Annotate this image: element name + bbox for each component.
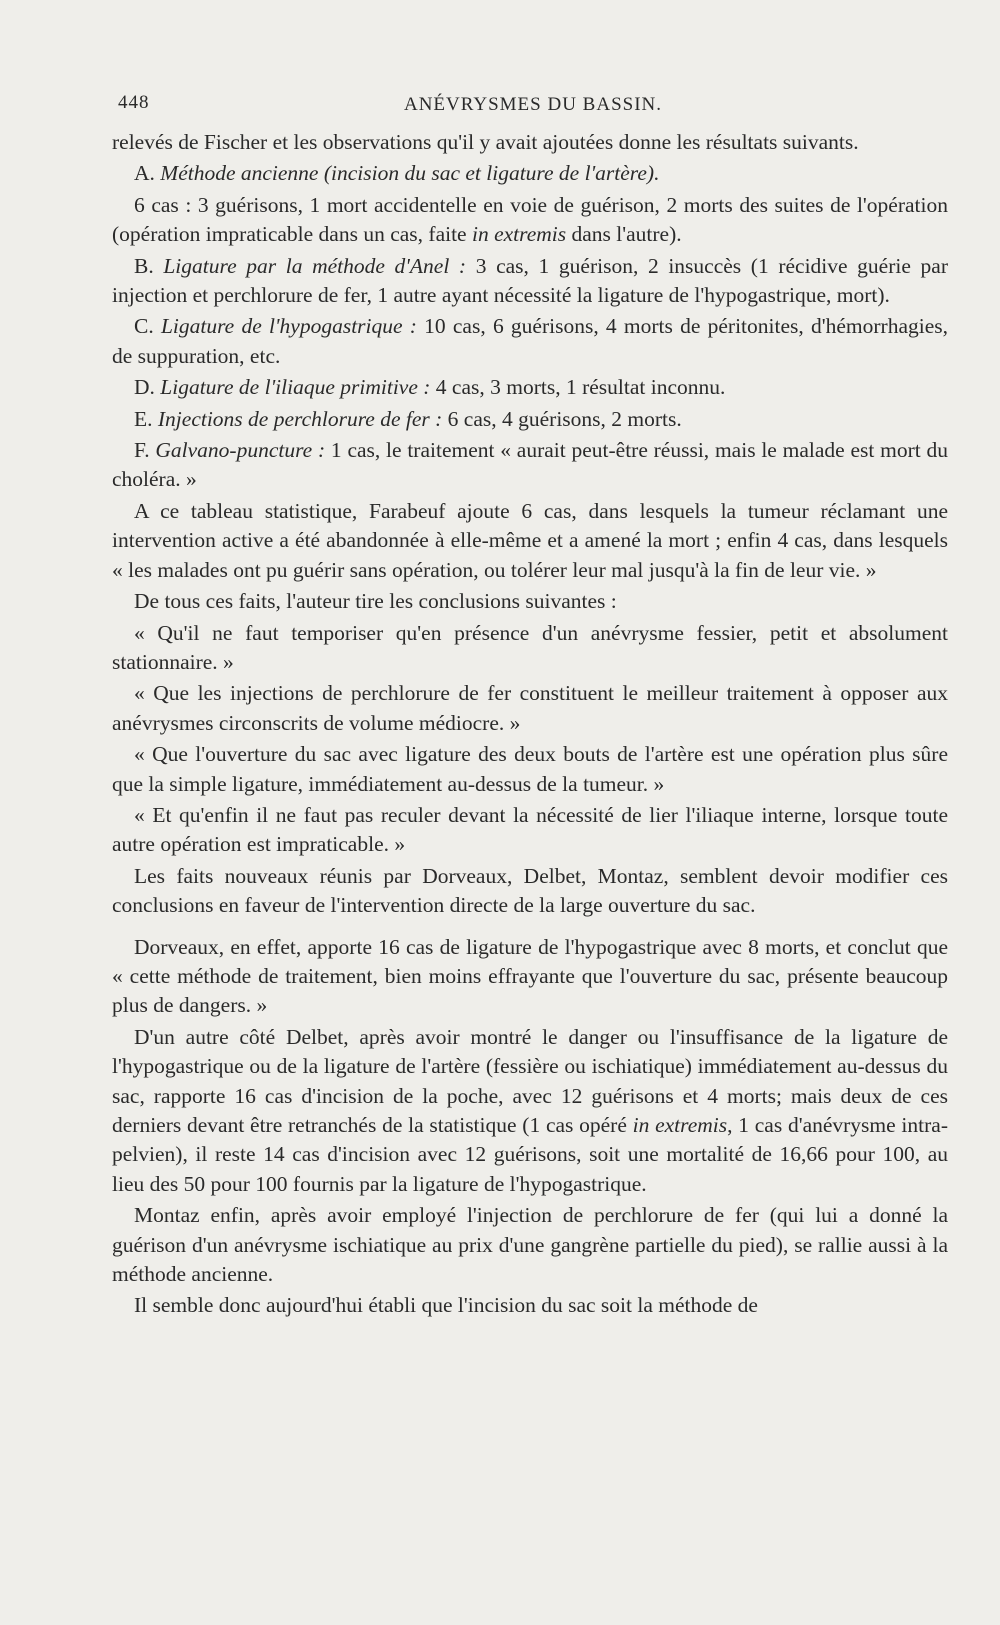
running-head bbox=[118, 92, 948, 126]
page-number: 448 bbox=[118, 92, 150, 113]
item-title: Ligature de l'iliaque primitive : bbox=[160, 375, 431, 400]
paragraph: Il semble donc aujourd'hui établi que l'incision du sac soit la méthode de bbox=[134, 1293, 758, 1318]
item-a bbox=[112, 159, 948, 188]
item-d bbox=[112, 373, 948, 402]
text-span: D'un autre côté Delbet, après avoir montré le danger ou l'insuffisance de la ligature de l'hypogastrique ou de la ligature de l'artère (fessière ou ischiatique) immédiatement au-dessus du sac, rapporte 16 cas d'incision de la poche, avec 12 guérisons et 4 morts; mais deux de ces derniers devant être retranchés de la statistique (1 cas opéré bbox=[112, 1024, 948, 1137]
item-text: 6 cas, 4 guérisons, 2 morts. bbox=[442, 406, 682, 431]
italic-span: in extremis bbox=[471, 222, 567, 247]
item-label: B. bbox=[134, 253, 164, 278]
page-header-title: ANÉVRYSMES DU BASSIN. bbox=[403, 94, 663, 115]
text-span: dans l'autre). bbox=[566, 222, 682, 247]
paragraph bbox=[112, 128, 948, 157]
body-text bbox=[112, 128, 948, 1323]
paragraph: Dorveaux, en effet, apporte 16 cas de ligature de l'hypogastrique avec 8 morts, et conclut que « cette méthode de traitement, bien moins effrayante que l'ouverture du sac, présente beaucoup plus de dangers. » bbox=[112, 934, 948, 1018]
item-title: Injections de perchlorure de fer : bbox=[157, 406, 443, 431]
item-text: 1 cas, le traitement « aurait peut-être réussi, mais le malade est mort du choléra. » bbox=[112, 438, 948, 492]
paragraph: Les faits nouveaux réunis par Dorveaux, Delbet, Montaz, semblent devoir modifier ces conclusions en faveur de l'intervention directe de la large ouverture du sac. bbox=[112, 863, 948, 918]
paragraph: De tous ces faits, l'auteur tire les conclusions suivantes : bbox=[134, 589, 617, 614]
quote: « Que les injections de perchlorure de fer constituent le meilleur traitement à opposer aux anévrysmes circonscrits de volume médiocre. » bbox=[112, 681, 948, 735]
item-f bbox=[112, 436, 948, 495]
paragraph bbox=[112, 1023, 948, 1199]
item-label: A. bbox=[134, 161, 161, 186]
item-label: D. bbox=[134, 375, 161, 400]
quote: « Que l'ouverture du sac avec ligature des deux bouts de l'artère est une opération plus sûre que la simple ligature, immédiatement au-dessus de la tumeur. » bbox=[112, 742, 948, 796]
item-title: Ligature de l'hypogastrique : bbox=[160, 314, 417, 339]
paragraph: Montaz enfin, après avoir employé l'injection de perchlorure de fer (qui lui a donné la guérison d'un anévrysme ischiatique au prix d'une gangrène partielle du pied), se rallie aussi à la méthode ancienne. bbox=[112, 1203, 948, 1287]
item-label: C. bbox=[134, 314, 161, 339]
text-span: 6 cas : 3 guérisons, 1 mort accidentelle en voie de guérison, 2 morts des suites de l'opération (opération impraticable dans un cas, faite bbox=[112, 192, 948, 247]
item-label: E. bbox=[134, 406, 158, 431]
item-text: 3 cas, 1 guérison, 2 insuccès (1 récidive guérie par injection et perchlorure de fer, 1 autre ayant nécessité la ligature de l'hypogastrique, mort). bbox=[112, 253, 948, 308]
item-e bbox=[112, 405, 948, 434]
text-span: relevés de Fischer et les observations qu'il y avait ajoutées donne les résultats suivants. bbox=[112, 130, 859, 154]
item-label: F. bbox=[134, 438, 156, 463]
item-c bbox=[112, 312, 948, 371]
item-title: Méthode ancienne (incision du sac et ligature de l'artère). bbox=[160, 161, 660, 186]
item-title: Ligature par la méthode d'Anel : bbox=[163, 253, 467, 278]
item-text: 10 cas, 6 guérisons, 4 morts de péritonites, d'hémorrhagies, de suppuration, etc. bbox=[112, 314, 948, 368]
item-title: Galvano-puncture : bbox=[155, 438, 326, 463]
text-span: , 1 cas d'anévrysme intra-pelvien), il reste 14 cas d'incision avec 12 guérisons, soit une mortalité de 16,66 pour 100, au lieu des 50 pour 100 fournis par la ligature de l'hypogastrique. bbox=[112, 1113, 948, 1196]
item-b bbox=[112, 252, 948, 311]
item-text: 4 cas, 3 morts, 1 résultat inconnu. bbox=[430, 375, 726, 400]
paragraph bbox=[112, 191, 948, 250]
paragraph: A ce tableau statistique, Farabeuf ajoute 6 cas, dans lesquels la tumeur réclamant une intervention active a été abandonnée à elle-même et a amené la mort ; enfin 4 cas, dans lesquels « les malades ont pu guérir sans opération, ou tolérer leur mal jusqu'à la fin de leur vie. » bbox=[112, 498, 948, 582]
italic-span: in extremis bbox=[632, 1113, 728, 1137]
quote: « Qu'il ne faut temporiser qu'en présence d'un anévrysme fessier, petit et absolument stationnaire. » bbox=[112, 620, 948, 674]
quote: « Et qu'enfin il ne faut pas reculer devant la nécessité de lier l'iliaque interne, lorsque toute autre opération est impraticable. » bbox=[112, 802, 948, 857]
